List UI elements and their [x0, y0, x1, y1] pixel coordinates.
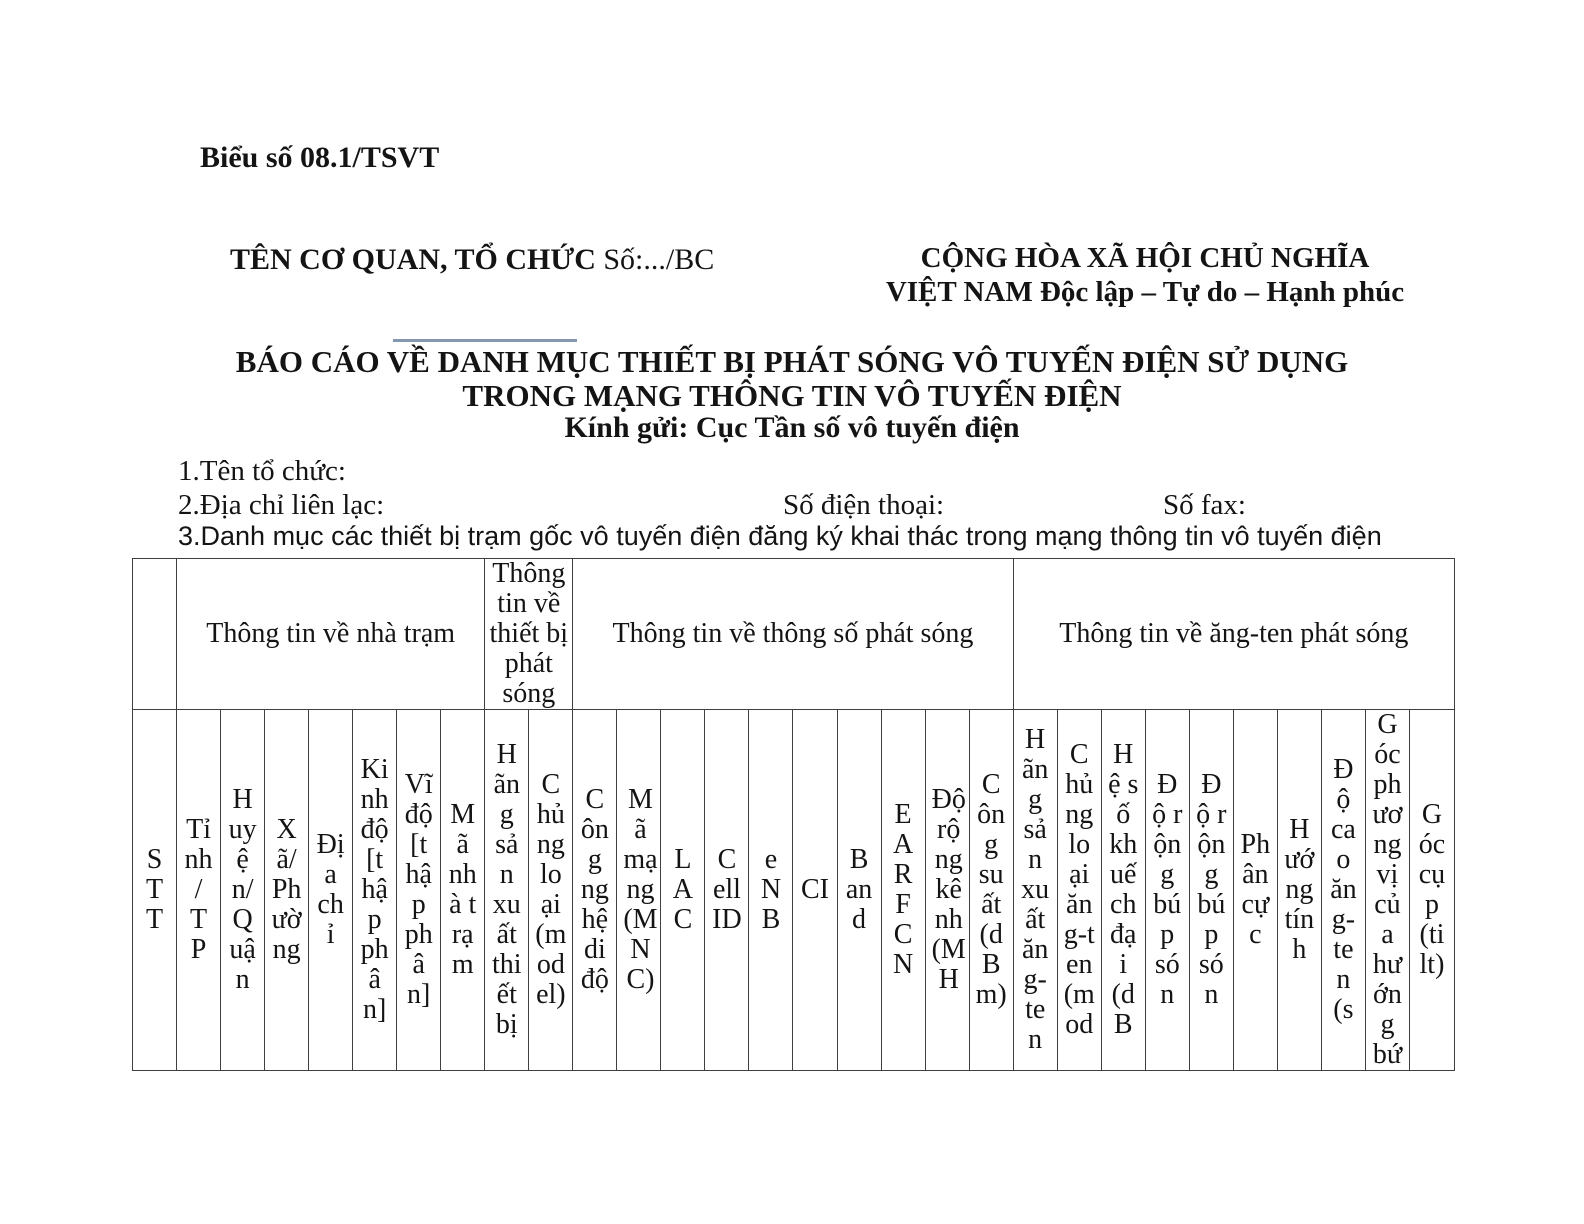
- equipment-table: [132, 558, 1455, 1071]
- org-label: TÊN CƠ QUAN, TỔ CHỨC: [230, 243, 596, 276]
- column-header-cell-24: [1146, 710, 1190, 1070]
- group-header-label: Thông tin về thông số phát sóng: [612, 618, 974, 649]
- group-header-cell-1: [177, 559, 485, 710]
- column-header-label: Cell ID: [712, 844, 742, 935]
- column-header-cell-1: [133, 710, 177, 1070]
- doc-number: Số:.../BC: [595, 243, 715, 276]
- field-fax: Số fax:: [1163, 489, 1246, 521]
- group-header-cell-3: [573, 559, 1013, 710]
- section3-heading: 3.Danh mục các thiết bị trạm gốc vô tuyến điện đăng ký khai thác trong mạng thông tin vô tuyến điện: [178, 521, 1382, 551]
- column-header-label: Góc cụp (tilt): [1418, 799, 1446, 980]
- column-header-label: Độ cao ăng-ten (s: [1330, 754, 1357, 1025]
- recipient-line: Kính gửi: Cục Tần số vô tuyến điện: [564, 411, 1020, 444]
- column-header-label: Hướng tính: [1284, 814, 1315, 965]
- national-header: [860, 241, 1430, 309]
- field-contact-address: 2.Địa chỉ liên lạc:: [178, 489, 385, 521]
- column-header-label: Tỉnh / TP: [184, 814, 213, 965]
- national-header-line1: CỘNG HÒA XÃ HỘI CHỦ NGHĨA: [920, 242, 1370, 274]
- group-header-cell-4: [1014, 559, 1454, 710]
- column-header-label: Hãng sản xuất thiết bị: [492, 739, 522, 1040]
- report-title-line2: TRONG MẠNG THÔNG TIN VÔ TUYẾN ĐIỆN: [462, 378, 1122, 413]
- column-header-cell-8: [441, 710, 485, 1070]
- column-header-label: Độ rộng búp són: [1196, 769, 1227, 1010]
- column-header-label: Kinh độ [thập phân]: [360, 754, 389, 1025]
- column-header-cell-16: [793, 710, 837, 1070]
- column-header-cell-20: [970, 710, 1014, 1070]
- column-header-cell-9: [485, 710, 529, 1070]
- column-header-label: Chủng loại (model): [535, 769, 567, 1010]
- column-header-label: Mã nhà trạm: [448, 799, 477, 980]
- column-header-cell-15: [749, 710, 793, 1070]
- column-header-label: EARFCN: [892, 799, 914, 980]
- group-header-label: Thông tin về ăng-ten phát sóng: [1059, 618, 1409, 649]
- column-header-cell-19: [926, 710, 970, 1070]
- column-header-cell-22: [1058, 710, 1102, 1070]
- report-title-line1: BÁO CÁO VỀ DANH MỤC THIẾT BỊ PHÁT SÓNG VÔ TUYẾN ĐIỆN SỬ DỤNG: [235, 344, 1349, 379]
- column-header-label: Band: [845, 844, 873, 935]
- column-header-label: Mã mạng (MNC): [623, 784, 658, 995]
- column-header-cell-23: [1102, 710, 1146, 1070]
- group-header-label: Thông tin về nhà trạm: [206, 618, 456, 649]
- group-header-cell-2: [485, 559, 573, 710]
- column-header-cell-11: [573, 710, 617, 1070]
- column-header-cell-17: [838, 710, 882, 1070]
- column-header-cell-6: [353, 710, 397, 1070]
- column-header-label: Hãng sản xuất ăng-ten: [1021, 724, 1050, 1055]
- column-header-label: Hệ số khuếch đại (dB: [1108, 739, 1139, 1040]
- column-header-cell-26: [1234, 710, 1278, 1070]
- column-header-label: CI: [801, 874, 829, 905]
- column-header-label: Chủng loại ăng-ten (mod: [1063, 739, 1095, 1040]
- column-header-label: Xã/ Phường: [271, 814, 302, 965]
- column-header-cell-25: [1190, 710, 1234, 1070]
- org-header: [230, 243, 714, 277]
- column-header-label: Huyện/Quận: [228, 784, 257, 995]
- column-header-label: Công nghệ di độ: [580, 784, 609, 995]
- column-header-label: STT: [145, 844, 164, 935]
- column-header-label: Công suất (dBm): [975, 769, 1007, 1010]
- column-header-label: Địa chỉ: [316, 829, 345, 950]
- column-header-cell-18: [882, 710, 926, 1070]
- column-header-cell-12: [617, 710, 661, 1070]
- column-header-cell-5: [309, 710, 353, 1070]
- column-header-label: Vĩ độ [thập phân]: [404, 769, 433, 1010]
- column-header-label: eNB: [760, 844, 782, 935]
- column-header-label: Độ rộng kênh (MH: [931, 784, 966, 995]
- column-header-cell-4: [265, 710, 309, 1070]
- column-header-cell-29: [1366, 710, 1410, 1070]
- column-header-label: Độ rộng búp són: [1152, 769, 1183, 1010]
- column-header-cell-28: [1322, 710, 1366, 1070]
- column-header-cell-3: [221, 710, 265, 1070]
- separator-line: [393, 339, 577, 342]
- column-header-cell-2: [177, 710, 221, 1070]
- column-header-cell-27: [1278, 710, 1322, 1070]
- form-number: Biểu số 08.1/TSVT: [200, 141, 440, 174]
- field-phone: Số điện thoại:: [783, 489, 945, 521]
- column-header-cell-30: [1410, 710, 1454, 1070]
- field-org-name: 1.Tên tổ chức:: [178, 455, 346, 487]
- column-header-cell-14: [705, 710, 749, 1070]
- column-header-label: Góc phương vị của hướng bứ: [1372, 710, 1403, 1070]
- national-header-line2: VIỆT NAM Độc lập – Tự do – Hạnh phúc: [885, 276, 1405, 308]
- column-header-cell-10: [529, 710, 573, 1070]
- group-header-label: Thông tin về thiết bị phát sóng: [489, 559, 569, 709]
- column-header-cell-7: [397, 710, 441, 1070]
- column-header-cell-21: [1014, 710, 1058, 1070]
- group-header-cell-0: [133, 559, 177, 710]
- column-header-cell-13: [661, 710, 705, 1070]
- column-header-label: LAC: [672, 844, 694, 935]
- column-header-label: Phân cực: [1240, 829, 1271, 950]
